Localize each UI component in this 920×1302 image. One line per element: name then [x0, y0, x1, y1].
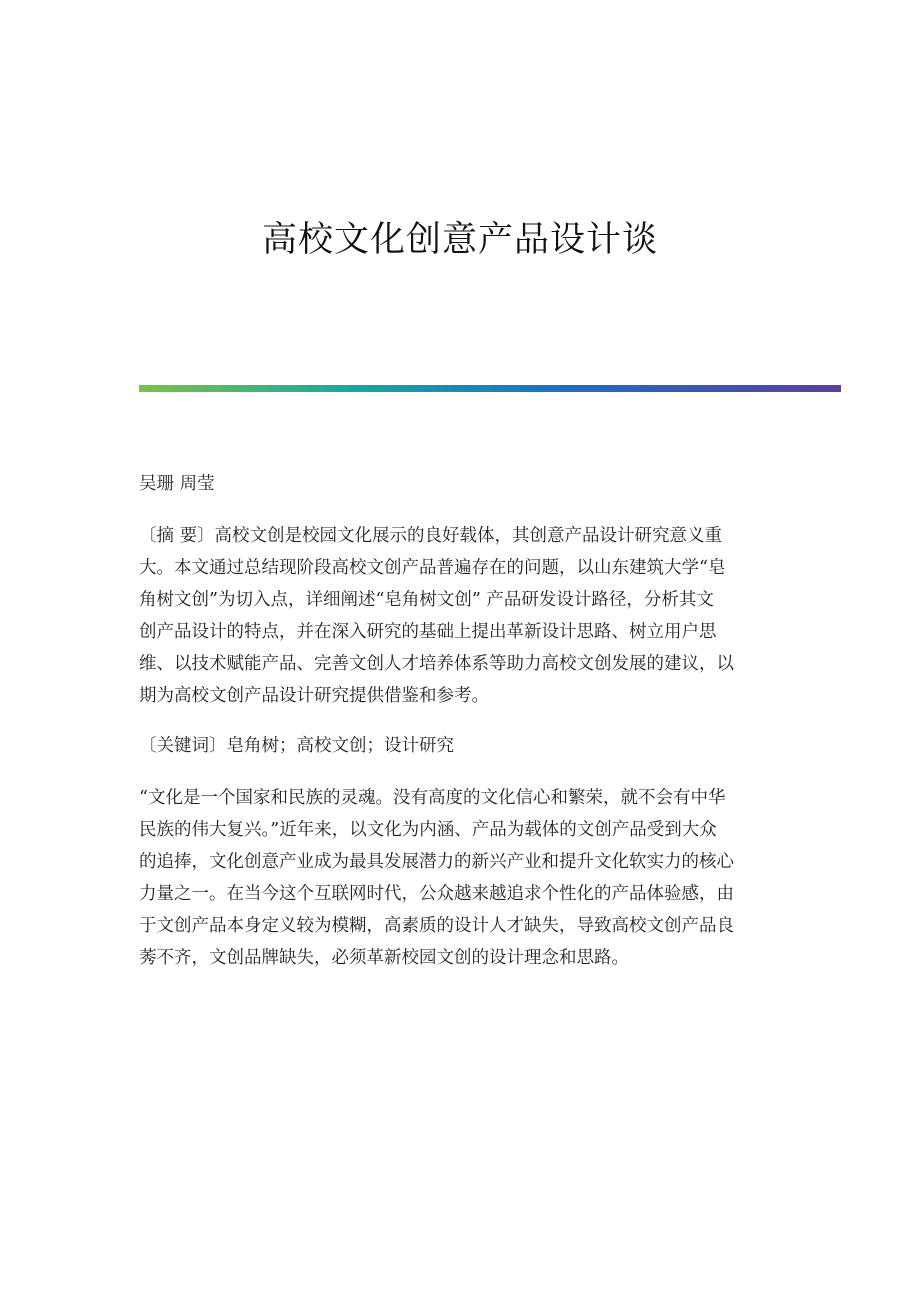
body-line: 于文创产品本身定义较为模糊，高素质的设计人才缺失，导致高校文创产品良	[139, 916, 734, 936]
keywords: 〔关键词〕皂角树；高校文创；设计研究	[139, 736, 454, 756]
body-line: 莠不齐，文创品牌缺失，必须革新校园文创的设计理念和思路。	[139, 948, 629, 968]
abstract-line: 维、以技术赋能产品、完善文创人才培养体系等助力高校文创发展的建议，以	[139, 654, 734, 674]
body-line: 力量之一。在当今这个互联网时代，公众越来越追求个性化的产品体验感，由	[139, 884, 734, 904]
document-title: 高校文化创意产品设计谈	[261, 220, 658, 260]
abstract-line: 角树文创”为切入点，详细阐述“皂角树文创” 产品研发设计路径，分析其文	[139, 590, 714, 610]
body-line: “文化是一个国家和民族的灵魂。没有高度的文化信心和繁荣，就不会有中华	[139, 788, 726, 808]
body-line: 民族的伟大复兴。”近年来，以文化为内涵、产品为载体的文创产品受到大众	[139, 820, 717, 840]
abstract-line: 〔摘 要〕高校文创是校园文化展示的良好载体，其创意产品设计研究意义重	[139, 526, 723, 546]
abstract-line: 创产品设计的特点，并在深入研究的基础上提出革新设计思路、树立用户思	[139, 622, 717, 642]
abstract-line: 期为高校文创产品设计研究提供借鉴和参考。	[139, 686, 489, 706]
abstract-paragraph	[139, 520, 779, 712]
gradient-divider	[139, 385, 841, 392]
abstract-line: 大。本文通过总结现阶段高校文创产品普遍存在的问题，以山东建筑大学“皂	[139, 558, 726, 578]
document-content	[139, 468, 779, 974]
authors: 吴珊 周莹	[139, 474, 215, 494]
body-paragraph	[139, 782, 779, 974]
body-line: 的追捧，文化创意产业成为最具发展潜力的新兴产业和提升文化软实力的核心	[139, 852, 734, 872]
